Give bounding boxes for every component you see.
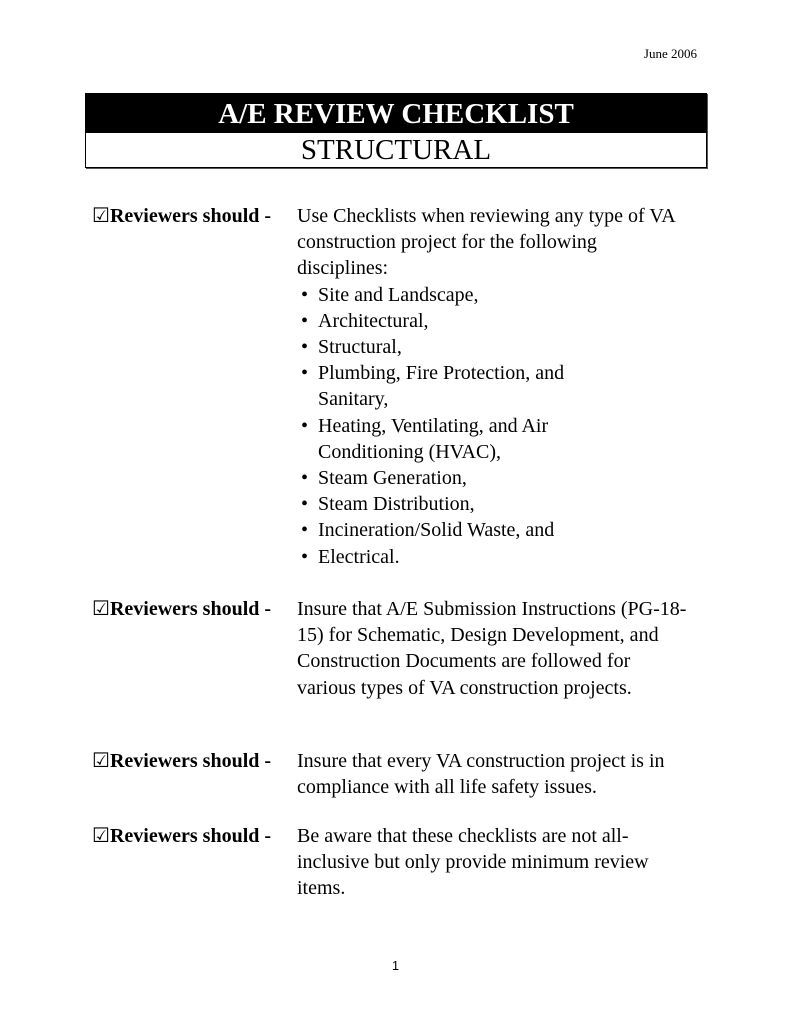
- checklist-item-2: [92, 596, 712, 701]
- title-box: [85, 93, 707, 168]
- document-date: June 2006: [643, 46, 697, 61]
- discipline-list: [297, 282, 712, 570]
- page-number: 1: [391, 958, 400, 973]
- item-label: [92, 203, 271, 229]
- list-item: • Steam Distribution,: [297, 491, 712, 517]
- document-title: A/E REVIEW CHECKLIST: [86, 94, 706, 133]
- item-text: Insure that A/E Submission Instructions (PG-18-15) for Schematic, Design Development, and Construction Documents are followed for various types of VA construction projects.: [297, 598, 687, 699]
- item-text: Be aware that these checklists are not all-inclusive but only provide minimum review items.: [297, 825, 649, 900]
- checkbox-checked-icon: ☑: [92, 750, 110, 772]
- label-text: Reviewers should -: [109, 598, 272, 620]
- list-item: • Incineration/Solid Waste, and: [297, 517, 712, 543]
- label-text: Reviewers should -: [109, 825, 272, 847]
- checkbox-checked-icon: ☑: [92, 825, 110, 847]
- list-item: • Electrical.: [297, 544, 712, 570]
- checklist-item-3: [92, 748, 712, 800]
- label-text: Reviewers should -: [109, 750, 272, 772]
- item-label: [92, 596, 271, 622]
- checkbox-checked-icon: ☑: [92, 598, 110, 620]
- list-item: • Structural,: [297, 334, 712, 360]
- checklist-item-1: [92, 203, 712, 570]
- list-item: • Plumbing, Fire Protection, and Sanitary,: [297, 360, 608, 412]
- item-label: [92, 823, 271, 849]
- item-text: Use Checklists when reviewing any type of VA construction project for the following disciplines:: [297, 205, 675, 280]
- list-item: • Steam Generation,: [297, 465, 712, 491]
- list-item: • Architectural,: [297, 308, 712, 334]
- checkbox-checked-icon: ☑: [92, 205, 110, 227]
- document-subtitle: STRUCTURAL: [86, 133, 706, 167]
- checklist-item-4: [92, 823, 712, 902]
- label-text: Reviewers should -: [109, 205, 272, 227]
- item-text: Insure that every VA construction project is in compliance with all life safety issues.: [297, 750, 665, 799]
- item-label: [92, 748, 271, 774]
- list-item: • Site and Landscape,: [297, 282, 712, 308]
- list-item: • Heating, Ventilating, and Air Conditioning (HVAC),: [297, 413, 578, 465]
